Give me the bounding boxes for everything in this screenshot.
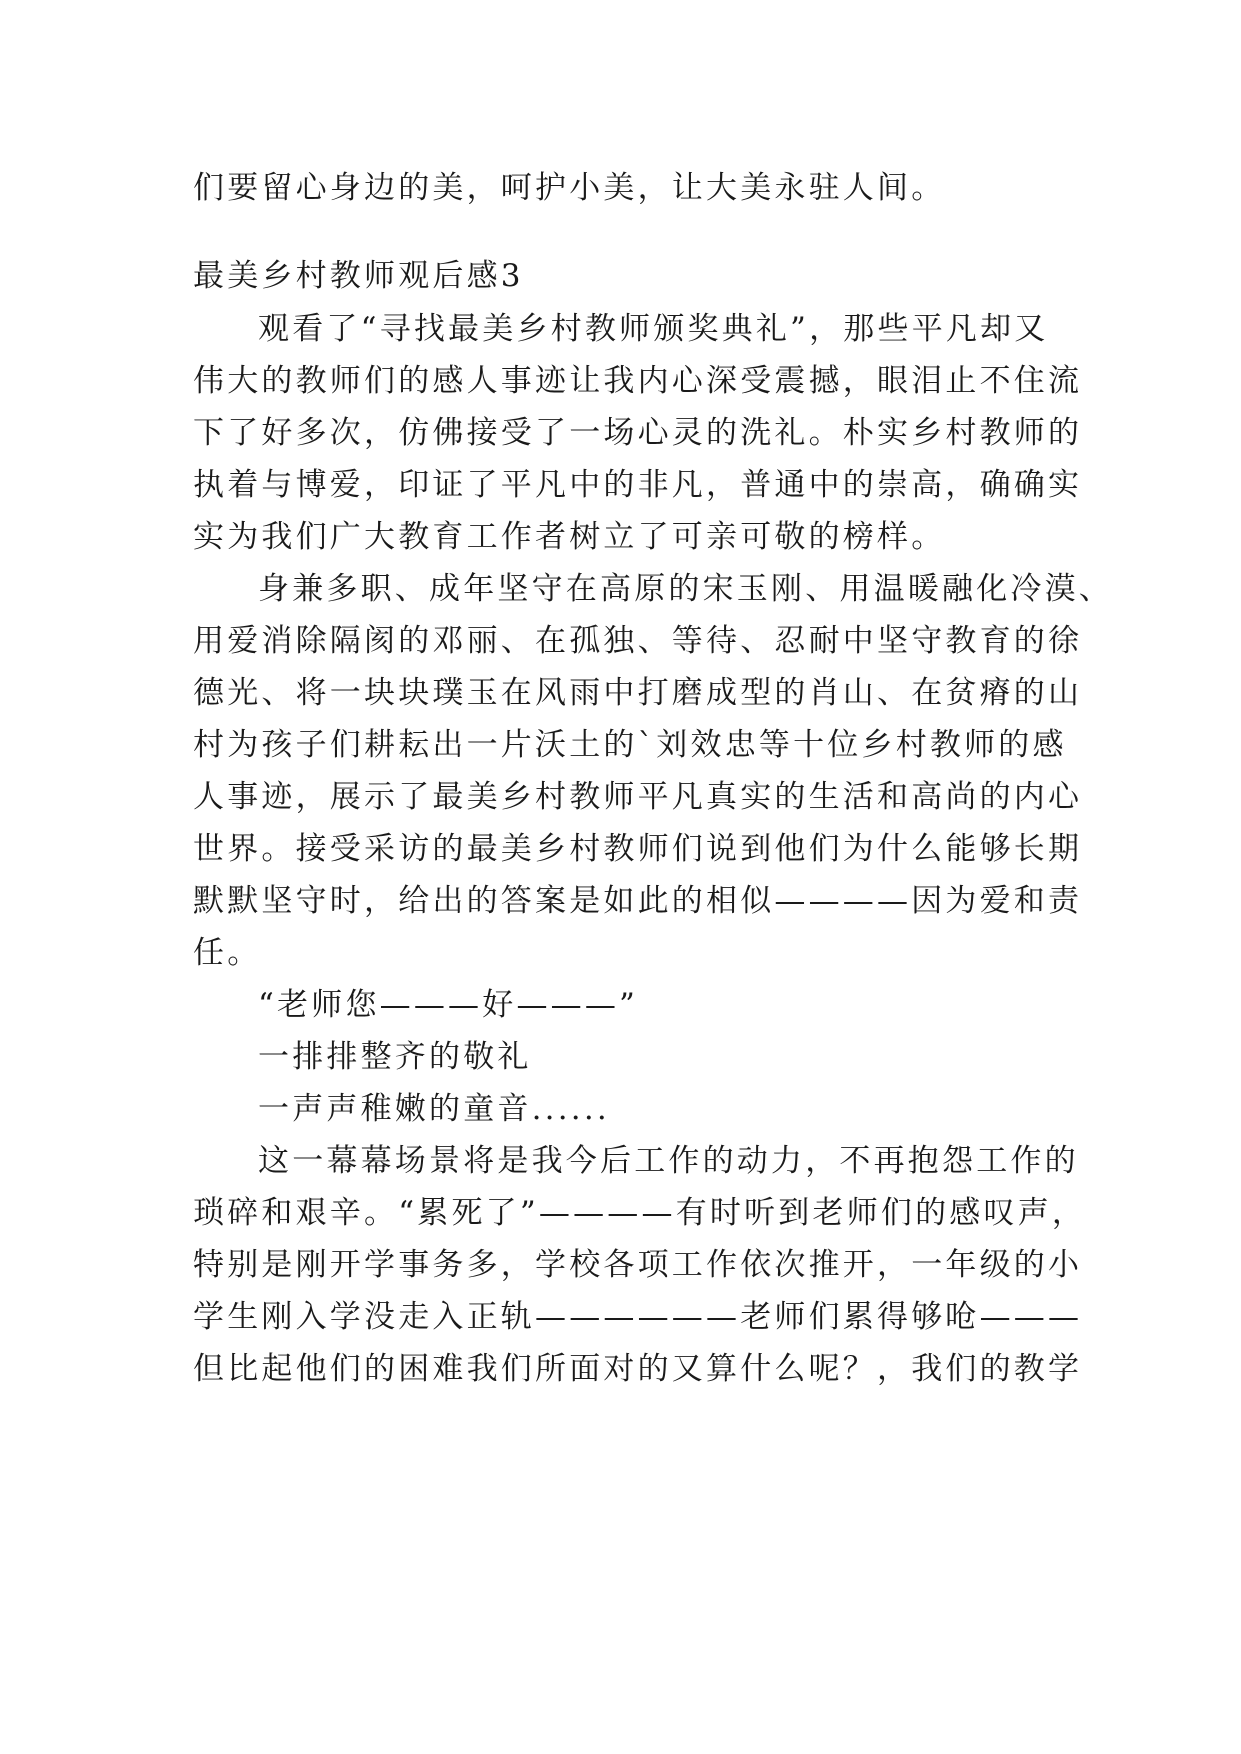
section-title: 最美乡村教师观后感3 bbox=[193, 258, 524, 294]
quote-line: 一声声稚嫩的童音...... bbox=[258, 1091, 610, 1127]
paragraph-line: 实为我们广大教育工作者树立了可亲可敬的榜样。 bbox=[193, 519, 946, 555]
paragraph-line: 但比起他们的困难我们所面对的又算什么呢？，我们的教学 bbox=[193, 1351, 1083, 1387]
paragraph-line: 学生刚入学没走入正轨——————老师们累得够呛——— bbox=[193, 1299, 1083, 1335]
paragraph-line: 琐碎和艰辛。“累死了”————有时听到老师们的感叹声， bbox=[193, 1195, 1087, 1231]
paragraph-line: 执着与博爱，印证了平凡中的非凡，普通中的崇高，确确实 bbox=[193, 467, 1083, 503]
paragraph-line: 特别是刚开学事务多，学校各项工作依次推开，一年级的小 bbox=[193, 1247, 1083, 1283]
paragraph-line: 观看了“寻找最美乡村教师颁奖典礼”，那些平凡却又 bbox=[258, 311, 1049, 347]
paragraph-line: 德光、将一块块璞玉在风雨中打磨成型的肖山、在贫瘠的山 bbox=[193, 675, 1083, 711]
paragraph-line: 用爱消除隔阂的邓丽、在孤独、等待、忍耐中坚守教育的徐 bbox=[193, 623, 1083, 659]
paragraph-line: 伟大的教师们的感人事迹让我内心深受震撼，眼泪止不住流 bbox=[193, 363, 1083, 399]
paragraph-line: 这一幕幕场景将是我今后工作的动力，不再抱怨工作的 bbox=[258, 1143, 1079, 1179]
paragraph-line: 身兼多职、成年坚守在高原的宋玉刚、用温暖融化冷漠、 bbox=[258, 571, 1113, 607]
quote-line: 一排排整齐的敬礼 bbox=[258, 1039, 532, 1075]
opening-line: 们要留心身边的美，呵护小美，让大美永驻人间。 bbox=[193, 170, 946, 206]
paragraph-line: 任。 bbox=[193, 935, 262, 971]
paragraph-line: 世界。接受采访的最美乡村教师们说到他们为什么能够长期 bbox=[193, 831, 1083, 867]
quote-line: “老师您———好———” bbox=[258, 987, 639, 1023]
paragraph-line: 默默坚守时，给出的答案是如此的相似————因为爱和责 bbox=[193, 883, 1083, 919]
paragraph-line: 村为孩子们耕耘出一片沃土的`刘效忠等十位乡村教师的感 bbox=[193, 727, 1067, 763]
paragraph-line: 人事迹，展示了最美乡村教师平凡真实的生活和高尚的内心 bbox=[193, 779, 1083, 815]
paragraph-line: 下了好多次，仿佛接受了一场心灵的洗礼。朴实乡村教师的 bbox=[193, 415, 1083, 451]
